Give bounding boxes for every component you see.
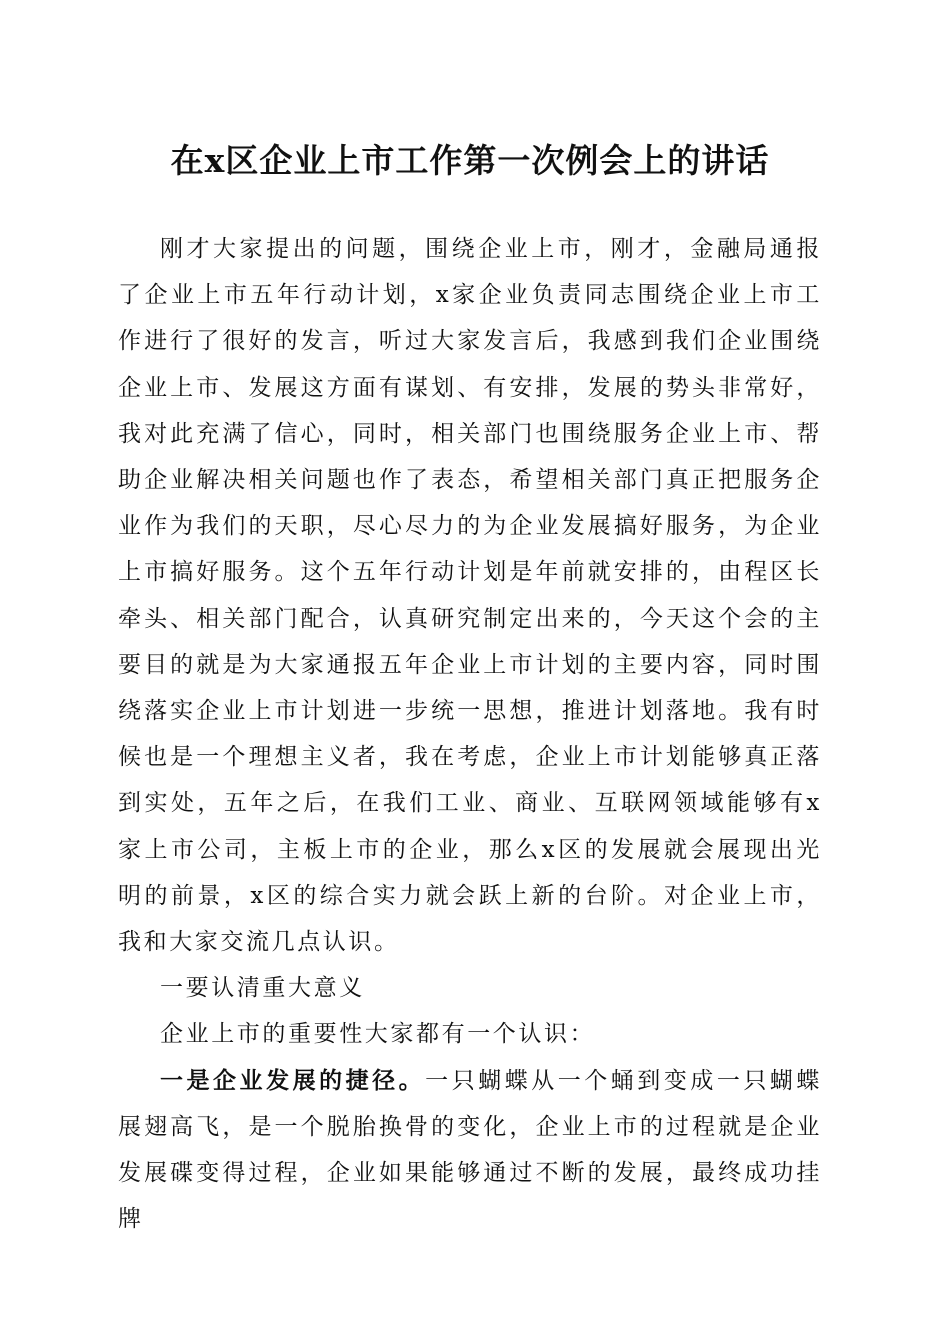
- document-body: [118, 226, 822, 1242]
- document-title: 在x区企业上市工作第一次例会上的讲话: [170, 141, 770, 180]
- paragraph-point-one: [118, 1058, 822, 1243]
- paragraph-intro: 企业上市的重要性大家都有一个认识：: [160, 1021, 596, 1048]
- section-heading: 一要认清重大意义: [160, 975, 365, 1002]
- paragraph-opening: 刚才大家提出的问题，围绕企业上市，刚才，金融局通报了企业上市五年行动计划，x家企业负责同志围绕企业上市工作进行了很好的发言，听过大家发言后，我感到我们企业围绕企业上市、发展这方面有谋划、有安排，发展的势头非常好，我对此充满了信心，同时，相关部门也围绕服务企业上市、帮助企业解决相关问题也作了表态，希望相关部门真正把服务企业作为我们的天职，尽心尽力的为企业发展搞好服务，为企业上市搞好服务。这个五年行动计划是年前就安排的，由程区长牵头、相关部门配合，认真研究制定出来的，今天这个会的主要目的就是为大家通报五年企业上市计划的主要内容，同时围绕落实企业上市计划进一步统一思想，推进计划落地。我有时候也是一个理想主义者，我在考虑，企业上市计划能够真正落到实处，五年之后，在我们工业、商业、互联网领域能够有x家上市公司，主板上市的企业，那么x区的发展就会展现出光明的前景，x区的综合实力就会跃上新的台阶。对企业上市，我和大家交流几点认识。: [118, 236, 822, 956]
- point-one-lead: 一是企业发展的捷径。: [160, 1066, 426, 1094]
- point-one-text: 一只蝴蝶从一个蛹到变成一只蝴蝶展翅高飞，是一个脱胎换骨的变化，企业上市的过程就是企业发展碟变得过程，企业如果能够通过不断的发展，最终成功挂牌: [118, 1067, 823, 1233]
